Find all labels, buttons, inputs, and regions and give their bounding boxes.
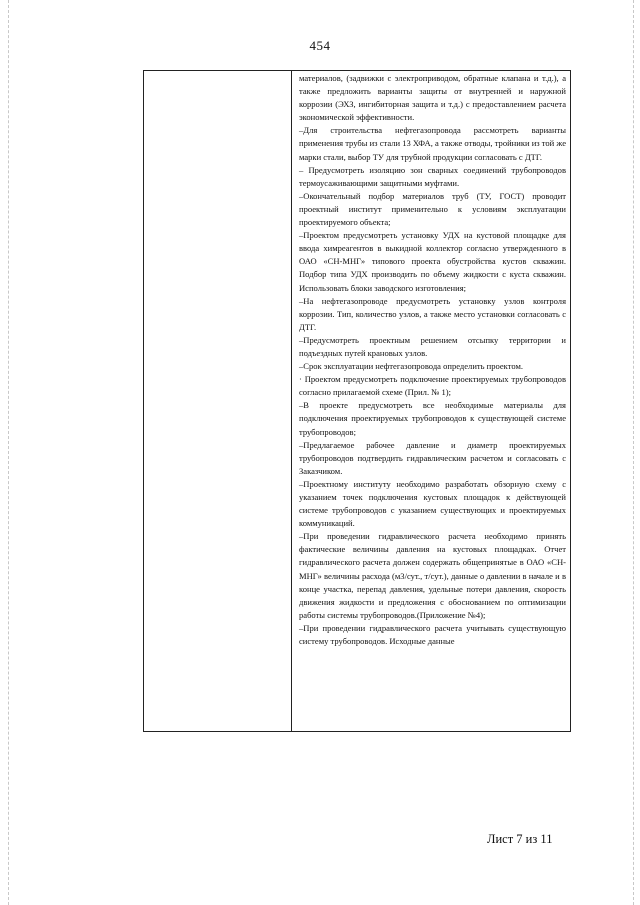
requirement-paragraph: материалов, (задвижки с электроприводом, обратные клапана и т.д.), а также предложить варианты защиты от внутренней и наружной коррозии (ЭХЗ, ингибиторная защита и т.д.) с предоставлением расчета экономической эффективности. [299, 73, 566, 123]
table-left-column [144, 71, 292, 731]
requirement-paragraph: –Предусмотреть проектным решением отсыпку территории и подъездных путей крановых узлов. [299, 334, 566, 358]
requirement-paragraph: – Предусмотреть изоляцию зон сварных соединений трубопроводов термоусаживающими защитными муфтами. [299, 164, 566, 188]
requirement-paragraph: · Проектом предусмотреть подключение проектируемых трубопроводов согласно прилагаемой схеме (Прил. № 1); [299, 374, 566, 398]
requirement-paragraph: –Срок эксплуатации нефтегазопровода определить проектом. [299, 361, 524, 372]
scan-edge-left [8, 0, 10, 905]
requirement-paragraph: –Предлагаемое рабочее давление и диаметр проектируемых трубопроводов подтвердить гидравлическим расчетом и согласовать с Заказчиком. [299, 439, 566, 476]
sheet-counter: Лист 7 из 11 [487, 832, 553, 846]
table-right-column [292, 71, 570, 731]
scan-edge-right [633, 0, 635, 905]
requirement-paragraph: –Для строительства нефтегазопровода рассмотреть варианты применения трубы из стали 13 ХФА, а также отводы, тройники из той же марки стали, выбор ТУ для трубной продукции согласовать с ДТГ. [299, 125, 566, 162]
requirement-paragraph: –На нефтегазопроводе предусмотреть установку узлов контроля коррозии. Тип, количество узлов, а также место установки согласовать с ДТГ. [299, 295, 566, 332]
requirements-table [143, 70, 571, 732]
requirement-paragraph: –При проведении гидравлического расчета необходимо принять фактические величины давления на кустовых площадках. Отчет гидравлического расчета должен содержать общепринятые в ОАО «СН-МНГ» величины расхода (м3/сут., т/сут.), данные о давлении в начале и в конце участка, перепад давления, удельные потери давления, скорость движения жидкости и предложения с обоснованием по оптимизации работы системы трубопроводов.(Приложение №4); [299, 531, 566, 620]
requirement-paragraph: –Проектом предусмотреть установку УДХ на кустовой площадке для ввода химреагентов в выкидной коллектор согласно утвержденного в ОАО «СН-МНГ» типового проекта обустройства кустов скважин. Подбор типа УДХ производить по объему жидкости с куста скважин. Использовать блоки заводского изготовления; [299, 230, 566, 293]
requirement-paragraph: –В проекте предусмотреть все необходимые материалы для подключения проектируемых трубопроводов к существующей системе трубопроводов; [299, 400, 566, 437]
requirement-paragraph: –При проведении гидравлического расчета учитывать существующую систему трубопроводов. Исходные данные [299, 622, 566, 647]
page-number: 454 [309, 38, 331, 53]
requirement-paragraph: –Проектному институту необходимо разработать обзорную схему с указанием точек подключения кустовых площадок к действующей системе трубопроводов с указанием существующих и проектируемых коммуникаций. [299, 478, 566, 529]
requirement-paragraph: –Окончательный подбор материалов труб (ТУ, ГОСТ) проводит проектный институт применительно к условиям эксплуатации проектируемого объекта; [299, 190, 566, 228]
